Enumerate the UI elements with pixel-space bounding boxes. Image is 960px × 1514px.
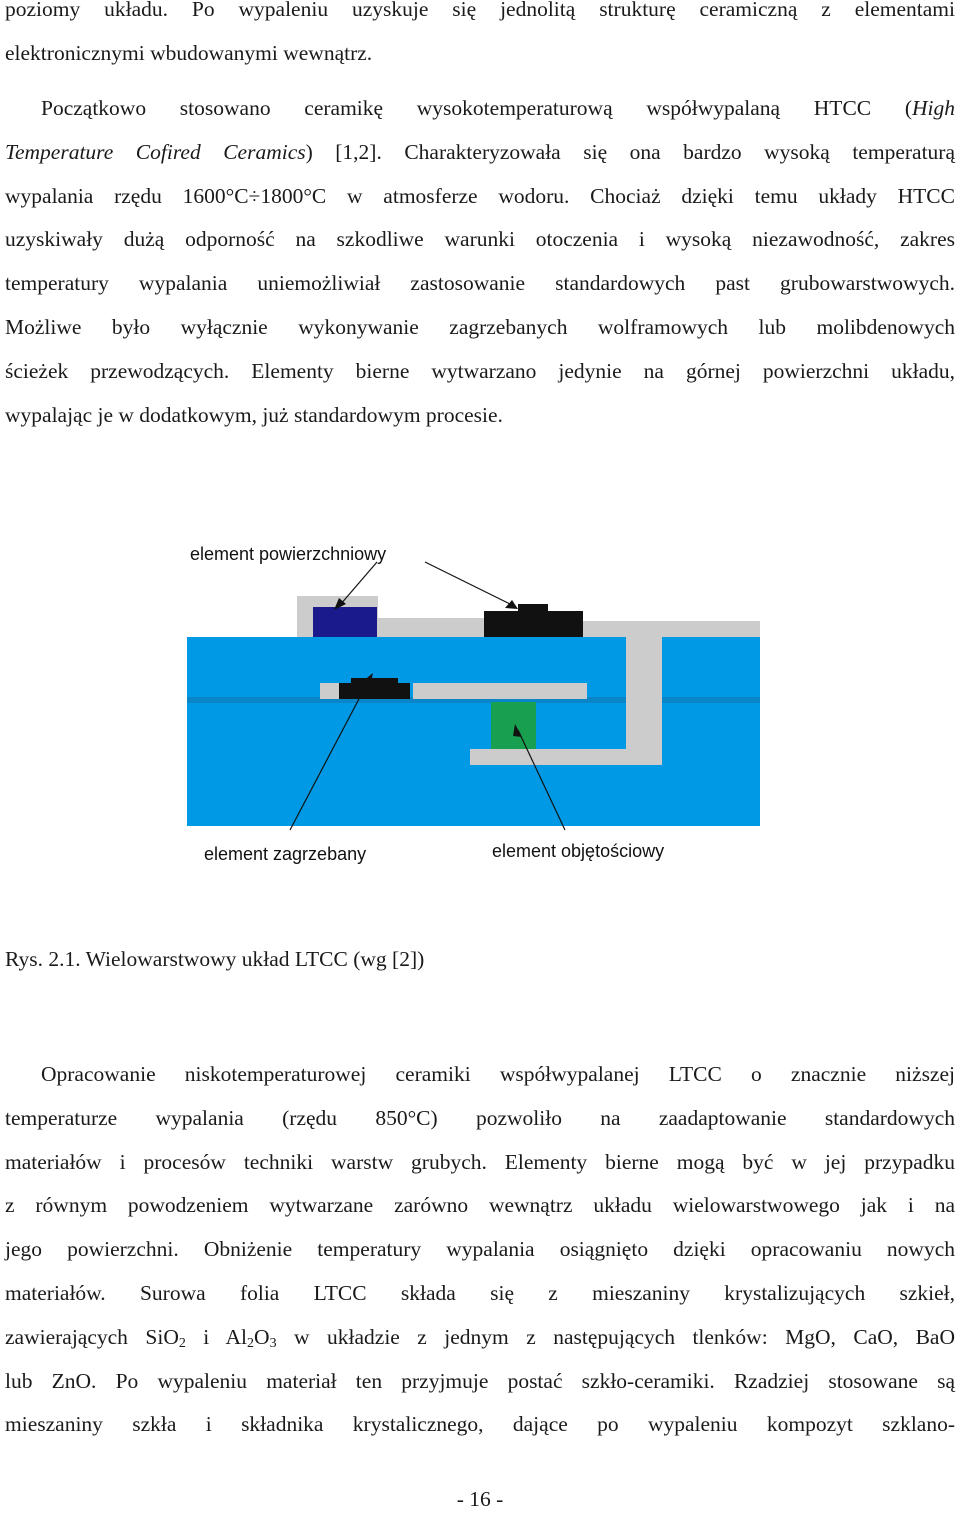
text-span: Początkowo stosowano ceramikę wysokotemperaturową współwypalaną HTCC ( [41,96,912,120]
text-line [5,87,955,131]
text-span: i Al [185,1324,248,1349]
text-line: uzyskiwały dużą odporność na szkodliwe warunki otoczenia i wysoką niezawodność, zakres [5,227,955,252]
italic-text: High [912,96,955,120]
text-line: materiałów. Surowa folia LTCC składa się z mieszaniny krystalizujących szkieł, [5,1280,955,1305]
subscript: 3 [269,1335,277,1351]
text-line: elektronicznymi wbudowanymi wewnątrz. [5,40,373,65]
label-surface-element: element powierzchniowy [190,544,387,564]
text-line: lub ZnO. Po wypaleniu materiał ten przyjmuje postać szkło-ceramiki. Rzadziej stosowane są [5,1368,955,1393]
text-span: w układzie z jednym z następujących tlenków: MgO, CaO, BaO [276,1324,956,1349]
surface-conductor-right [564,621,760,637]
paragraph-2 [5,87,955,437]
text-line: materiałów i procesów techniki warstw grubych. Elementy bierne mogą być w jej przypadku [5,1149,955,1174]
label-buried-element: element zagrzebany [204,844,367,864]
subscript: 2 [247,1335,255,1351]
text-line: temperatury wypalania uniemożliwiał zastosowanie standardowych past grubowarstwowych. [5,271,955,296]
text-span: zawierających SiO [5,1324,179,1349]
text-line: jego powierzchni. Obniżenie temperatury wypalania osiągnięto dzięki opracowaniu nowych [5,1237,955,1262]
text-line [5,1316,955,1360]
text-line: mieszaniny szkła i składnika krystalicznego, dające po wypaleniu kompozyt szklano- [5,1412,955,1437]
text-span: ) [1,2]. Charakteryzowała się ona bardzo wysoką temperaturą [305,139,955,164]
text-span: O [254,1324,270,1349]
text-line: wypalania rzędu 1600°C÷1800°C w atmosferze wodoru. Chociaż dzięki temu układy HTCC [5,183,955,208]
via-conductor [626,637,662,749]
paragraph-1 [5,0,955,76]
buried-conductor-right [413,683,587,699]
text-line: ścieżek przewodzących. Elementy bierne wytwarzano jedynie na górnej powierzchni układu, [5,358,955,383]
label-volume-element: element objętościowy [492,841,665,861]
subscript: 2 [178,1335,186,1351]
figure-caption: Rys. 2.1. Wielowarstwowy układ LTCC (wg [2]) [5,947,425,971]
text-line: temperaturze wypalania (rzędu 850°C) pozwoliło na zaadaptowanie standardowych [5,1105,955,1130]
italic-text: Temperature Cofired Ceramics [5,139,306,164]
volume-resistor [491,702,536,749]
leader-line [425,562,512,605]
text-line: Opracowanie niskotemperaturowej ceramiki współwypalanej LTCC o znacznie niższej [41,1062,955,1086]
text-line: wypalając je w dodatkowym, już standardowym procesie. [5,402,503,427]
text-line: poziomy układu. Po wypaleniu uzyskuje się jednolitą strukturę ceramiczną z elementami [5,0,955,21]
text-line: z równym powodzeniem wytwarzane zarówno wewnątrz układu wielowarstwowego jak i na [5,1193,955,1218]
surface-conductor-mid [378,621,488,637]
ltcc-cross-section-figure [0,520,960,890]
paragraph-3 [5,1053,955,1447]
arrow-head [505,600,518,609]
surface-capacitor [484,604,583,637]
text-line: Możliwe było wyłącznie wykonywanie zagrzebanych wolframowych lub molibdenowych [5,314,955,339]
text-line [5,131,955,175]
bottom-conductor [470,749,662,765]
page-number: - 16 - [456,1487,504,1511]
surface-resistor [313,607,377,637]
